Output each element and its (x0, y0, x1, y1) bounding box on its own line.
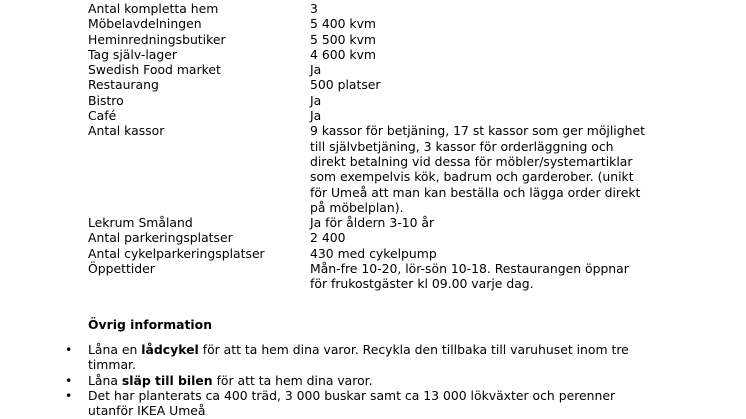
fact-row (88, 47, 648, 62)
list-item-text: Låna (88, 372, 122, 388)
fact-label: Heminredningsbutiker (88, 31, 226, 47)
fact-label: Möbelavdelningen (88, 16, 202, 32)
bullet-icon: • (65, 372, 73, 388)
fact-label: Antal kassor (88, 123, 165, 139)
fact-row (88, 77, 648, 92)
list-item-bold: släp till bilen (121, 372, 213, 388)
list-item (65, 372, 648, 388)
fact-row (88, 93, 648, 108)
fact-value: 430 med cykelpump (310, 245, 437, 261)
fact-row (88, 230, 648, 245)
bullet-icon: • (65, 387, 73, 403)
fact-value: 500 platser (310, 77, 381, 93)
fact-row (88, 261, 648, 292)
fact-label: Tag själv-lager (88, 46, 177, 62)
fact-value: 3 (310, 1, 318, 16)
fact-label: Antal parkeringsplatser (88, 230, 233, 246)
list-item (65, 342, 648, 373)
fact-label: Antal kompletta hem (88, 1, 219, 16)
fact-value: Ja (310, 108, 322, 124)
fact-row (88, 1, 648, 16)
other-info-list (65, 342, 648, 419)
list-item-text: Låna en (88, 342, 142, 357)
fact-value: 5 500 kvm (310, 31, 376, 47)
list-item-text: Det har planterats ca 400 träd, 3 000 buskar samt ca 13 000 lökväxter och perenner utanför IKEA Umeå (88, 387, 616, 419)
list-item (65, 387, 648, 419)
fact-row (88, 246, 648, 261)
fact-value: Ja (310, 62, 322, 78)
list-item-text: för att ta hem dina varor. Recykla den tillbaka till varuhuset inom tre timmar. (88, 342, 629, 373)
fact-value: 5 400 kvm (310, 16, 376, 32)
fact-label: Bistro (88, 92, 124, 108)
fact-row (88, 215, 648, 230)
fact-label: Öppettider (88, 261, 155, 277)
fact-label: Swedish Food market (88, 62, 221, 78)
fact-row (88, 32, 648, 47)
fact-value: 2 400 (310, 230, 346, 246)
fact-row (88, 62, 648, 77)
store-facts-table (88, 1, 648, 292)
fact-row (88, 108, 648, 123)
fact-row (88, 123, 648, 215)
fact-label: Antal cykelparkeringsplatser (88, 245, 265, 261)
fact-value: 9 kassor för betjäning, 17 st kassor som ger möjlighet till självbetjäning, 3 kassor för orderläggning och direkt betalning vid dessa för möbler/systemartiklar som exempelvis kök, badrum och garderober. (unikt för Umeå att man kan beställa och lägga order direkt på möbelplan). (310, 123, 645, 215)
section-heading: Övrig information (88, 317, 213, 332)
fact-label: Lekrum Småland (88, 215, 193, 231)
fact-value: 4 600 kvm (310, 46, 376, 62)
fact-value: Mån-fre 10-20, lör-sön 10-18. Restaurangen öppnar för frukostgäster kl 09.00 varje dag. (310, 261, 629, 292)
fact-value: Ja för åldern 3-10 år (310, 215, 435, 231)
fact-row (88, 16, 648, 31)
bullet-icon: • (65, 342, 73, 357)
fact-label: Café (88, 108, 117, 124)
list-item-bold: lådcykel (141, 342, 199, 357)
list-item-text: för att ta hem dina varor. (212, 372, 373, 388)
fact-value: Ja (310, 92, 322, 108)
fact-label: Restaurang (88, 77, 159, 93)
